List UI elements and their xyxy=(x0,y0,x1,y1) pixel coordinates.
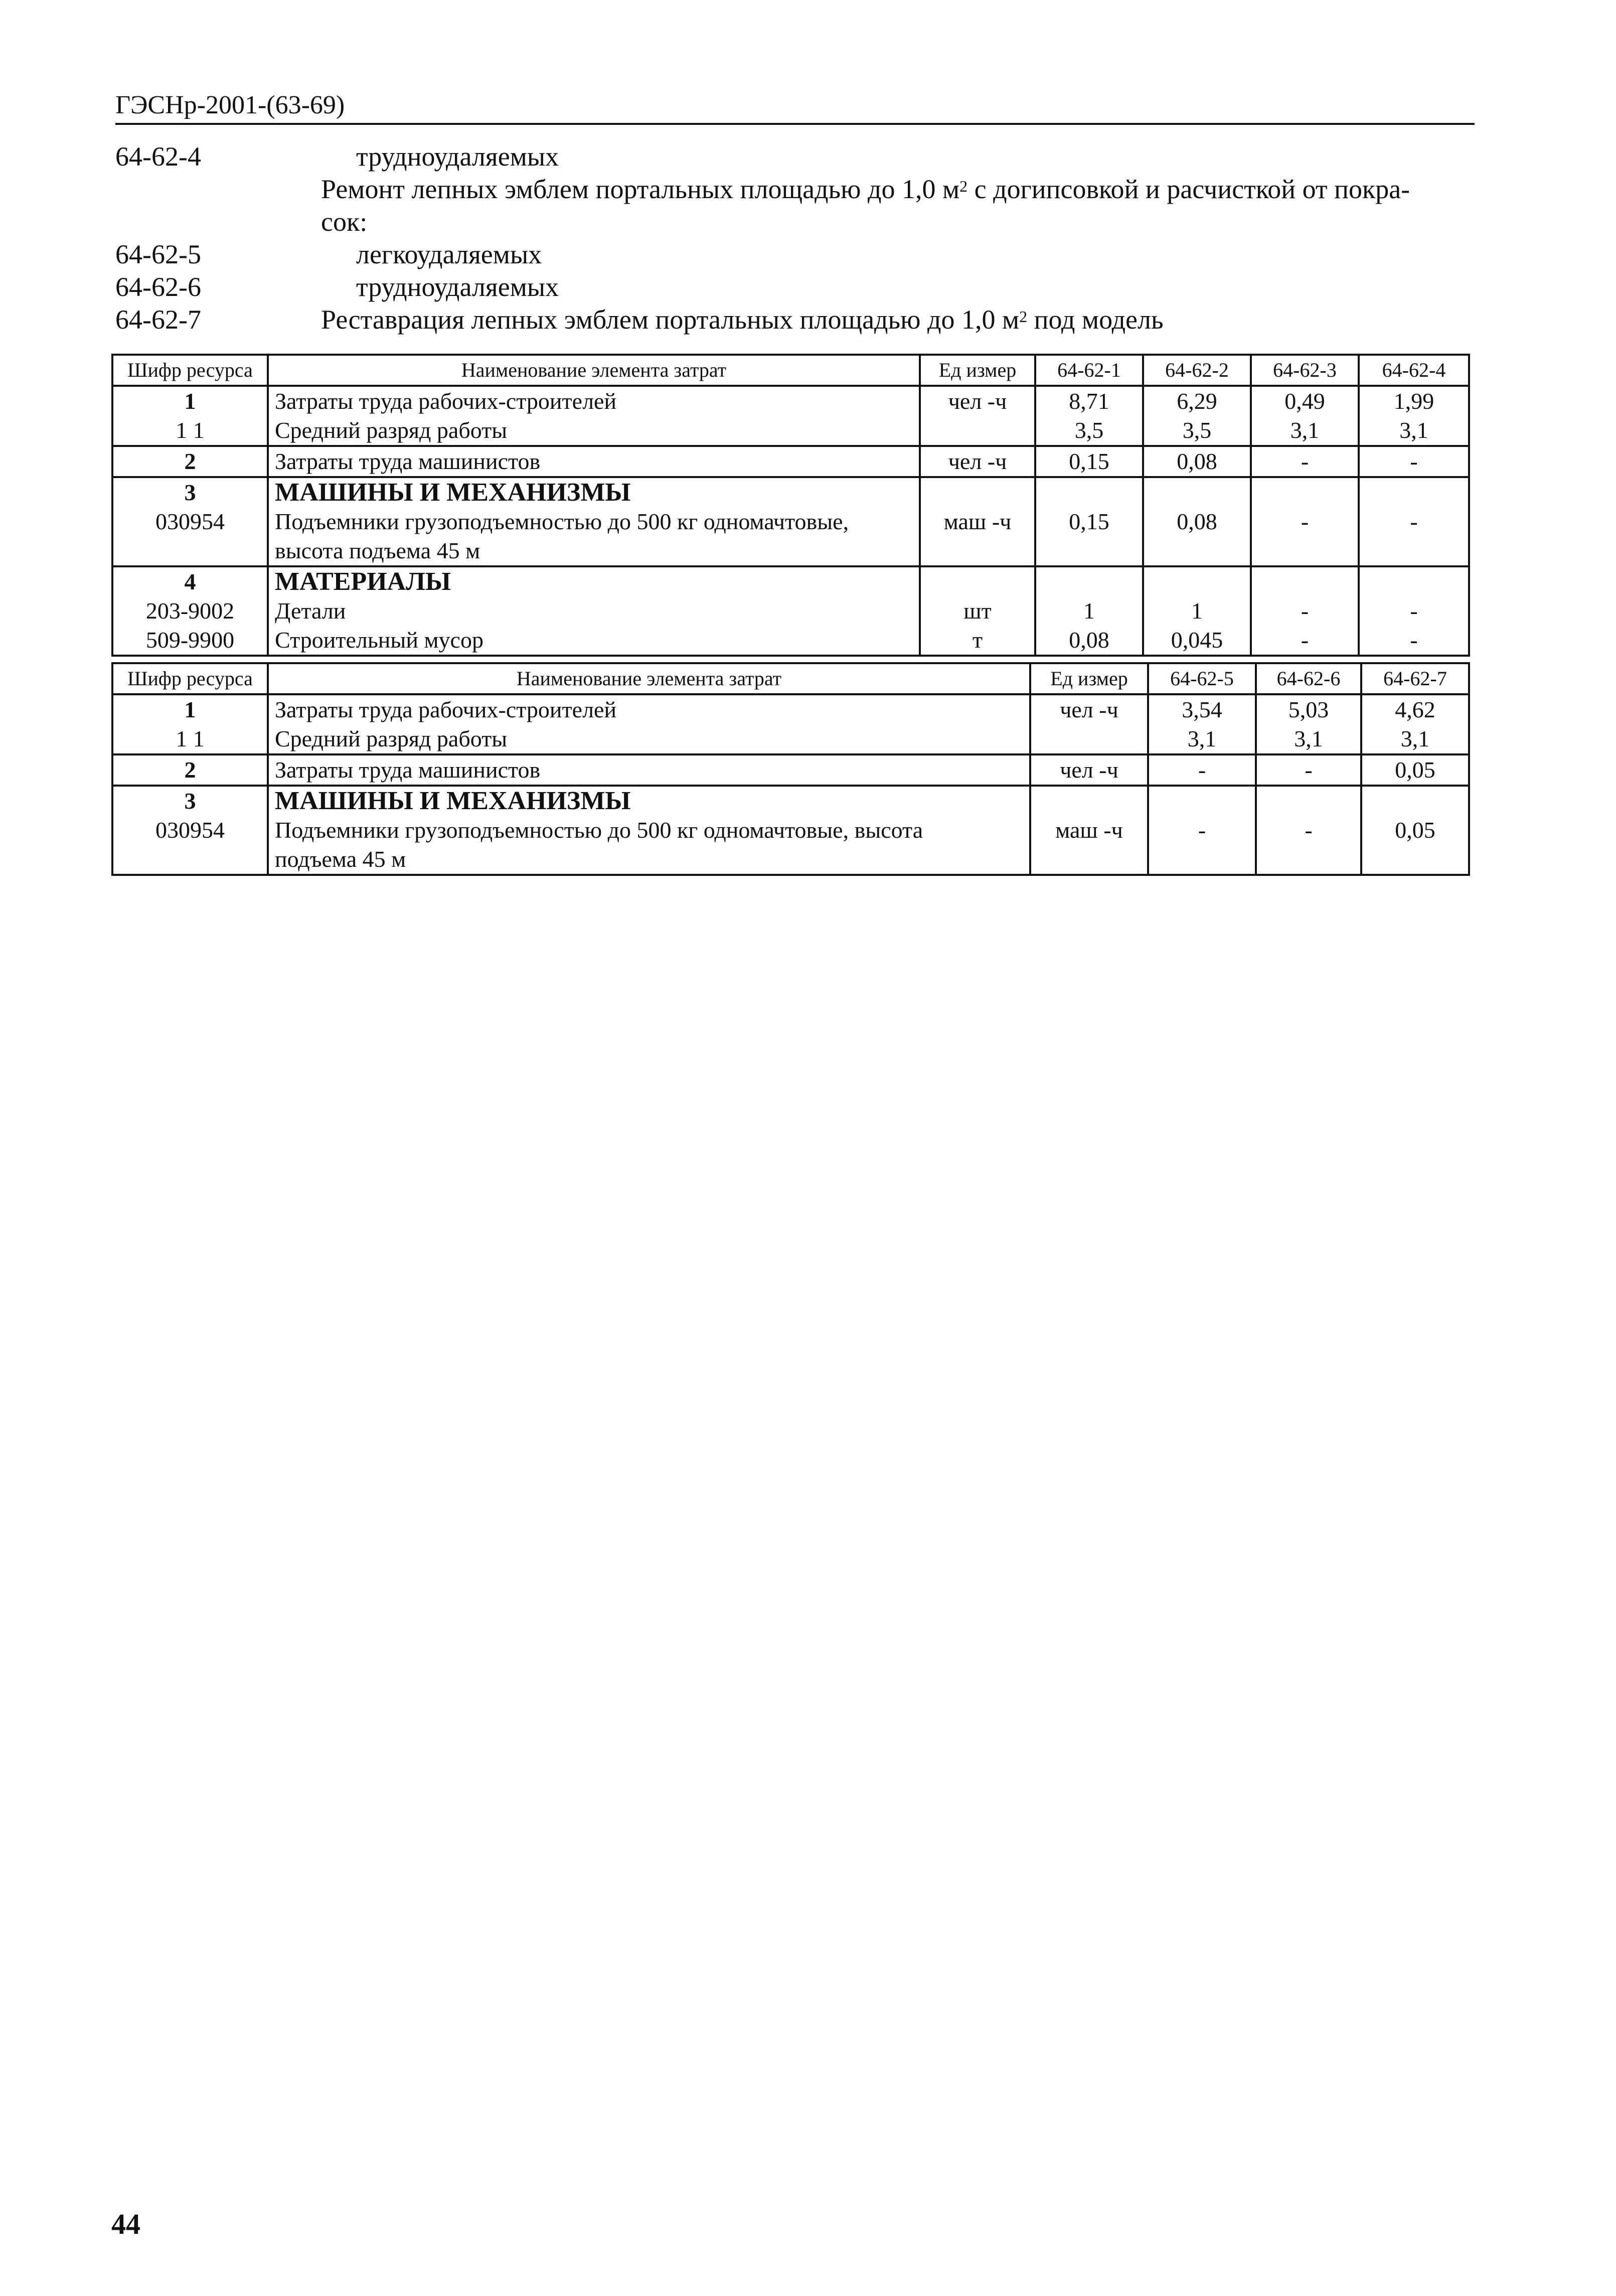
cost-item: Подъемники грузоподъемностью до 500 кг одномачтовые, высота xyxy=(268,816,1030,845)
value-cell: - xyxy=(1148,754,1256,786)
cost-item-continued: подъема 45 м xyxy=(268,845,1030,875)
resource-code: 1 xyxy=(112,386,268,416)
value-cell: 0,05 xyxy=(1361,754,1469,786)
value-cell: 0,15 xyxy=(1035,507,1143,536)
entry-text: трудноудаляемых xyxy=(356,272,559,302)
resource-code: 3 xyxy=(112,786,268,816)
resource-code: 4 xyxy=(112,566,268,596)
value-cell: 1 xyxy=(1035,596,1143,626)
value-cell: - xyxy=(1359,446,1469,477)
document-code: ГЭСНр-2001-(63-69) xyxy=(115,91,345,119)
unit: чел -ч xyxy=(1030,754,1148,786)
table-row xyxy=(112,786,1469,816)
resource-code: 1 1 xyxy=(112,724,268,754)
value-cell: 1 xyxy=(1143,596,1251,626)
value-cell: - xyxy=(1251,596,1359,626)
header-cell: 64-62-4 xyxy=(1359,355,1469,386)
header-cell: Шифр ресурса xyxy=(112,663,268,694)
resource-code: 3 xyxy=(112,477,268,507)
value-cell: 3,54 xyxy=(1148,694,1256,724)
cost-item: Затраты труда рабочих-строителей xyxy=(268,386,920,416)
section-title: МАШИНЫ И МЕХАНИЗМЫ xyxy=(268,786,1030,816)
table-row xyxy=(112,596,1469,626)
table-header-row xyxy=(112,355,1469,386)
entry-code: 64-62-4 xyxy=(115,141,201,172)
header-cell: 64-62-6 xyxy=(1256,663,1361,694)
header-cell: Наименование элемента затрат xyxy=(268,663,1030,694)
header-cell: 64-62-2 xyxy=(1143,355,1251,386)
header-cell: 64-62-7 xyxy=(1361,663,1469,694)
section-title: МАТЕРИАЛЫ xyxy=(268,566,920,596)
value-cell: 3,1 xyxy=(1251,416,1359,446)
table-row xyxy=(112,507,1469,536)
value-cell: 1,99 xyxy=(1359,386,1469,416)
value-cell: 0,045 xyxy=(1143,626,1251,656)
table-row xyxy=(112,386,1469,416)
value-cell: 6,29 xyxy=(1143,386,1251,416)
table-row xyxy=(112,845,1469,875)
value-cell: - xyxy=(1359,596,1469,626)
resource-code: 1 1 xyxy=(112,416,268,446)
unit xyxy=(920,416,1035,446)
entry-text-continued: сок: xyxy=(321,207,368,237)
value-cell: 0,08 xyxy=(1035,626,1143,656)
value-cell: 0,15 xyxy=(1035,446,1143,477)
value-cell: 3,5 xyxy=(1035,416,1143,446)
value-cell: - xyxy=(1251,626,1359,656)
value-cell: - xyxy=(1251,507,1359,536)
value-cell: - xyxy=(1359,626,1469,656)
unit: шт xyxy=(920,596,1035,626)
value-cell: - xyxy=(1256,816,1361,845)
resource-table-1 xyxy=(111,354,1470,657)
value-cell: 4,62 xyxy=(1361,694,1469,724)
table-row xyxy=(112,477,1469,507)
table-row xyxy=(112,816,1469,845)
value-cell: 0,08 xyxy=(1143,446,1251,477)
unit: чел -ч xyxy=(920,386,1035,416)
table-row xyxy=(112,416,1469,446)
table-row xyxy=(112,446,1469,477)
table-row xyxy=(112,694,1469,724)
header-cell: Ед измер xyxy=(1030,663,1148,694)
entry-code: 64-62-5 xyxy=(115,239,201,269)
unit: т xyxy=(920,626,1035,656)
table-row xyxy=(112,566,1469,596)
cost-item: Средний разряд работы xyxy=(268,416,920,446)
entry-text: Реставрация лепных эмблем портальных площадью до 1,0 $м^2$ под модель xyxy=(321,304,1164,335)
cost-item: Затраты труда рабочих-строителей xyxy=(268,694,1030,724)
value-cell: - xyxy=(1256,754,1361,786)
resource-code: 2 xyxy=(112,754,268,786)
unit: чел -ч xyxy=(920,446,1035,477)
cost-item-continued: высота подъема 45 м xyxy=(268,536,920,566)
entry-code: 64-62-6 xyxy=(115,272,201,302)
entry-text: Ремонт лепных эмблем портальных площадью до 1,0 $м^2$ с догипсовкой и расчисткой от покра- xyxy=(321,174,1410,204)
header-cell: Наименование элемента затрат xyxy=(268,355,920,386)
cost-item: Затраты труда машинистов xyxy=(268,754,1030,786)
value-cell: 0,08 xyxy=(1143,507,1251,536)
table-row xyxy=(112,754,1469,786)
resource-code: 1 xyxy=(112,694,268,724)
cost-item: Строительный мусор xyxy=(268,626,920,656)
entry-text: трудноудаляемых xyxy=(356,141,559,172)
resource-code: 2 xyxy=(112,446,268,477)
value-cell: 5,03 xyxy=(1256,694,1361,724)
entry-text: легкоудаляемых xyxy=(356,239,542,269)
resource-code: 030954 xyxy=(112,507,268,536)
unit xyxy=(1030,724,1148,754)
unit: маш -ч xyxy=(1030,816,1148,845)
header-cell: 64-62-1 xyxy=(1035,355,1143,386)
section-title: МАШИНЫ И МЕХАНИЗМЫ xyxy=(268,477,920,507)
value-cell: 3,1 xyxy=(1359,416,1469,446)
value-cell: 0,49 xyxy=(1251,386,1359,416)
resource-code: 030954 xyxy=(112,816,268,845)
table-header-row xyxy=(112,663,1469,694)
value-cell: 3,1 xyxy=(1256,724,1361,754)
resource-table-2 xyxy=(111,662,1470,876)
entry-code: 64-62-7 xyxy=(115,304,201,335)
value-cell: 3,1 xyxy=(1361,724,1469,754)
header-cell: 64-62-3 xyxy=(1251,355,1359,386)
value-cell: - xyxy=(1359,507,1469,536)
resource-code: 203-9002 xyxy=(112,596,268,626)
value-cell: 0,05 xyxy=(1361,816,1469,845)
header-cell: 64-62-5 xyxy=(1148,663,1256,694)
value-cell: - xyxy=(1148,816,1256,845)
table-row xyxy=(112,536,1469,566)
unit: чел -ч xyxy=(1030,694,1148,724)
table-row xyxy=(112,626,1469,656)
value-cell: 3,1 xyxy=(1148,724,1256,754)
table-row xyxy=(112,724,1469,754)
page-number: 44 xyxy=(111,2208,140,2240)
cost-item: Затраты труда машинистов xyxy=(268,446,920,477)
resource-code: 509-9900 xyxy=(112,626,268,656)
value-cell: 3,5 xyxy=(1143,416,1251,446)
header-cell: Шифр ресурса xyxy=(112,355,268,386)
cost-item: Детали xyxy=(268,596,920,626)
header-cell: Ед измер xyxy=(920,355,1035,386)
unit: маш -ч xyxy=(920,507,1035,536)
cost-item: Средний разряд работы xyxy=(268,724,1030,754)
cost-item: Подъемники грузоподъемностью до 500 кг одномачтовые, xyxy=(268,507,920,536)
value-cell: 8,71 xyxy=(1035,386,1143,416)
document-header xyxy=(115,88,1475,125)
value-cell: - xyxy=(1251,446,1359,477)
